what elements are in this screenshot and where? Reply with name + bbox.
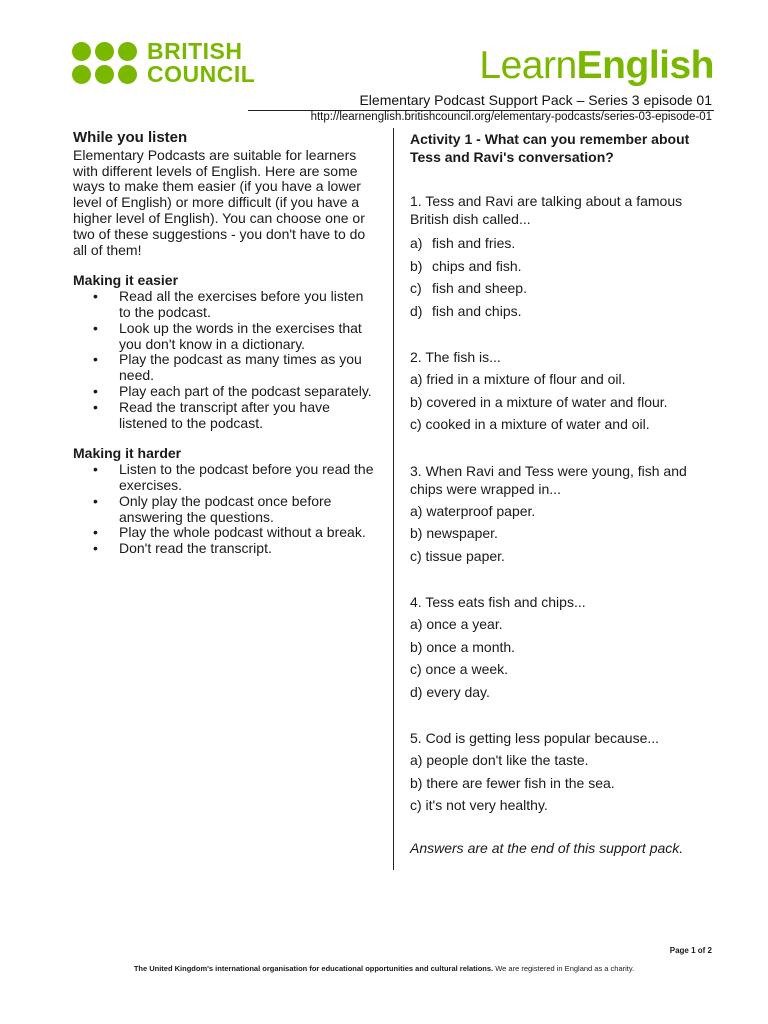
column-divider xyxy=(393,128,394,870)
q1-option-d: d) fish and chips. xyxy=(410,302,522,319)
activity-heading: Activity 1 - What can you remember about Tess and Ravi's conversation? xyxy=(410,131,690,165)
left-column xyxy=(73,130,378,557)
right-column xyxy=(410,130,720,857)
list-item: • Listen to the podcast before you read the exercises. xyxy=(93,461,374,493)
bc-logo-line2: COUNCIL xyxy=(147,61,256,87)
answers-note: Answers are at the end of this support pack. xyxy=(410,839,684,856)
british-council-dots-icon xyxy=(72,42,137,84)
le-logo-english: English xyxy=(576,44,714,87)
footer-normal-text: We are registered in England as a charity. xyxy=(493,964,635,973)
footer-bold-text: The United Kingdom's international organisation for educational opportunities and cultural relations. xyxy=(133,964,494,973)
q5-option-c: c) it's not very healthy. xyxy=(410,797,548,813)
q4-option-c: c) once a week. xyxy=(410,661,509,677)
q1-option-a: a) fish and fries. xyxy=(410,235,516,251)
list-item: • Play the podcast as many times as you need. xyxy=(93,351,362,384)
document-title: Elementary Podcast Support Pack – Series 3 episode 01 xyxy=(359,92,712,108)
q5-option-a: a) people don't like the taste. xyxy=(410,752,589,768)
q4-option-b: b) once a month. xyxy=(410,638,516,655)
list-item: • Read all the exercises before you listen to the podcast. xyxy=(93,288,364,320)
q5-option-b: b) there are fewer fish in the sea. xyxy=(410,774,615,791)
q1-option-b: b) chips and fish. xyxy=(410,257,522,274)
page-number: Page 1 of 2 xyxy=(669,946,712,955)
list-item: • Play the whole podcast without a break. xyxy=(93,524,366,541)
easier-list xyxy=(73,289,378,431)
while-you-listen-heading: While you listen xyxy=(73,129,188,146)
list-item: • Don't read the transcript. xyxy=(93,540,272,557)
intro-paragraph: Elementary Podcasts are suitable for learners with different levels of English. Here are some ways to make them easier (if you have a lower level of English) or more difficult (if you have a higher level of English). You can choose one or two of these suggestions - you don't have to do all of them! xyxy=(73,146,366,258)
document-url: http://learnenglish.britishcouncil.org/elementary-podcasts/series-03-episode-01 xyxy=(310,111,712,123)
q1-option-c: c) fish and sheep. xyxy=(410,280,527,296)
harder-list xyxy=(73,462,378,557)
question-5: 5. Cod is getting less popular because... xyxy=(410,730,660,746)
british-council-logo xyxy=(72,40,255,86)
bc-logo-line1: BRITISH xyxy=(147,38,243,64)
making-harder-heading: Making it harder xyxy=(73,445,182,462)
learnenglish-logo xyxy=(479,44,714,88)
q2-option-b: b) covered in a mixture of water and flour. xyxy=(410,393,668,410)
q3-option-b: b) newspaper. xyxy=(410,525,498,541)
question-3: 3. When Ravi and Tess were young, fish and chips were wrapped in... xyxy=(410,462,687,497)
q3-option-a: a) waterproof paper. xyxy=(410,502,536,519)
list-item: • Read the transcript after you have listened to the podcast. xyxy=(93,398,330,431)
question-2: 2. The fish is... xyxy=(410,349,501,365)
list-item: • Look up the words in the exercises that you don't know in a dictionary. xyxy=(93,319,362,352)
q3-option-c: c) tissue paper. xyxy=(410,547,505,564)
q4-option-a: a) once a year. xyxy=(410,616,503,632)
question-4: 4. Tess eats fish and chips... xyxy=(410,594,586,610)
list-item: • Only play the podcast once before answering the questions. xyxy=(93,492,332,525)
making-easier-heading: Making it easier xyxy=(73,272,179,289)
question-1: 1. Tess and Ravi are talking about a famous British dish called... xyxy=(410,193,683,227)
q4-option-d: d) every day. xyxy=(410,683,490,700)
q2-option-c: c) cooked in a mixture of water and oil. xyxy=(410,416,650,432)
list-item: • Play each part of the podcast separately. xyxy=(93,382,372,399)
footer-text xyxy=(0,964,768,973)
q2-option-a: a) fried in a mixture of flour and oil. xyxy=(410,371,626,387)
le-logo-learn: Learn xyxy=(479,44,577,87)
